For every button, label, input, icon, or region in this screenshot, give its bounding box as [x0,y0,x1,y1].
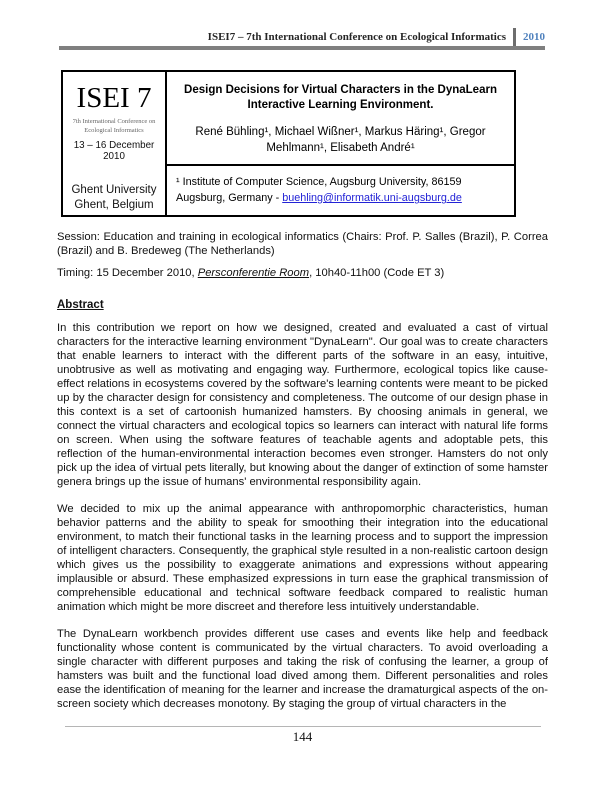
abstract-paragraph-2: We decided to mix up the animal appearance with anthropomorphic characteristics, human behavior patterns and the ability to speak for smoothing their integration into the educational environment, to match their functional tasks in the learning process and to support the impression of intelligent characters. Consequently, the graphical style resulted in a non-realistic cartoon design which gives us the possibility to exaggerate animations and expressions without appearing implausible or absurd. These emphasized expressions in turn ease the graphical transmission of comprehensible educational and technical software feedback compared to realistic human animation which might be more discreet and therefore less intuitively understandable. [57,503,548,613]
timing-info [57,266,548,280]
abstract-paragraph-3: The DynaLearn workbench provides different use cases and events like help and feedback functionality whose content is communicated by the virtual characters. To avoid overloading a single character with different purposes and taking the risk of confusing the learner, a group of hamsters was built and the functional load dived among them. Different personalities and roles ease the identification of meaning for the learner and increase the dramaturgical aspects of the on-screen society which decreases monotony. By staging the group of virtual characters in the [57,628,548,710]
conference-venue [63,183,165,213]
paper-header-column [167,72,514,215]
page-header [59,28,545,46]
venue-university: Ghent University [71,183,157,196]
affiliation-cell [167,166,514,215]
page-body [57,230,548,711]
conference-year: 2010 [523,31,545,43]
conference-logo-subtitle: 7th International Conference on Ecological Informatics [72,118,156,135]
venue-city: Ghent, Belgium [74,198,154,211]
conference-header-title: ISEI7 – 7th International Conference on Ecological Informatics [207,31,506,43]
timing-prefix: Timing: 15 December 2010, [57,267,198,279]
paper-info-table [61,70,516,217]
paper-authors: René Bühling¹, Michael Wißner¹, Markus Häring¹, Gregor Mehlmann¹, Elisabeth André¹ [195,126,486,154]
title-authors-cell [167,72,514,166]
affiliation-text: ¹ Institute of Computer Science, Augsburg University, 86159 Augsburg, Germany - [176,176,462,205]
header-rule [59,46,545,50]
email-link[interactable]: buehling@informatik.uni-augsburg.de [282,192,462,205]
footer-rule [65,726,541,727]
abstract-heading: Abstract [57,299,104,311]
header-separator-bar [513,28,516,47]
timing-room: Persconferentie Room [197,267,310,279]
session-info: Session: Education and training in ecological informatics (Chairs: Prof. P. Salles (Brazil), P. Correa (Brazil) and B. Bredeweg (The Netherlands) [57,231,548,257]
conference-dates: 13 – 16 December 2010 [73,139,155,162]
timing-suffix: , 10h40-11h00 (Code ET 3) [309,267,445,279]
page-number: 144 [292,729,313,744]
conference-logo-cell [63,72,167,215]
conference-logo: ISEI 7 [76,82,152,114]
paper-title: Design Decisions for Virtual Characters in the DynaLearn Interactive Learning Environment. [184,84,497,112]
abstract-paragraph-1: In this contribution we report on how we designed, created and evaluated a cast of virtual characters for the interactive learning environment "DynaLearn". Our goal was to create characters that enable learners to interact with the different parts of the software in an easy, intuitive, unobtrusive as well as motivating and engaging way. Furthermore, ecological topics like cause-effect relations in ecosystems covered by the software's learning contents were meant to be picked up by the character design for consistency and completeness. The outcome of our design phase in this context is a set of cartoonish humanized hamsters. By choosing animals in general, we connect the virtual characters and ecological topics so learners can interact with natural life forms on screen. When using the software features of teachable agents and adoptable pets, this reflection of the human-environmental interaction becomes even stronger. Hamsters do not only pick up the idea of virtual pets literally, but knowing about the danger of extinction of some hamster genera brings up the issue of humans' environmental responsibility again. [57,322,548,488]
